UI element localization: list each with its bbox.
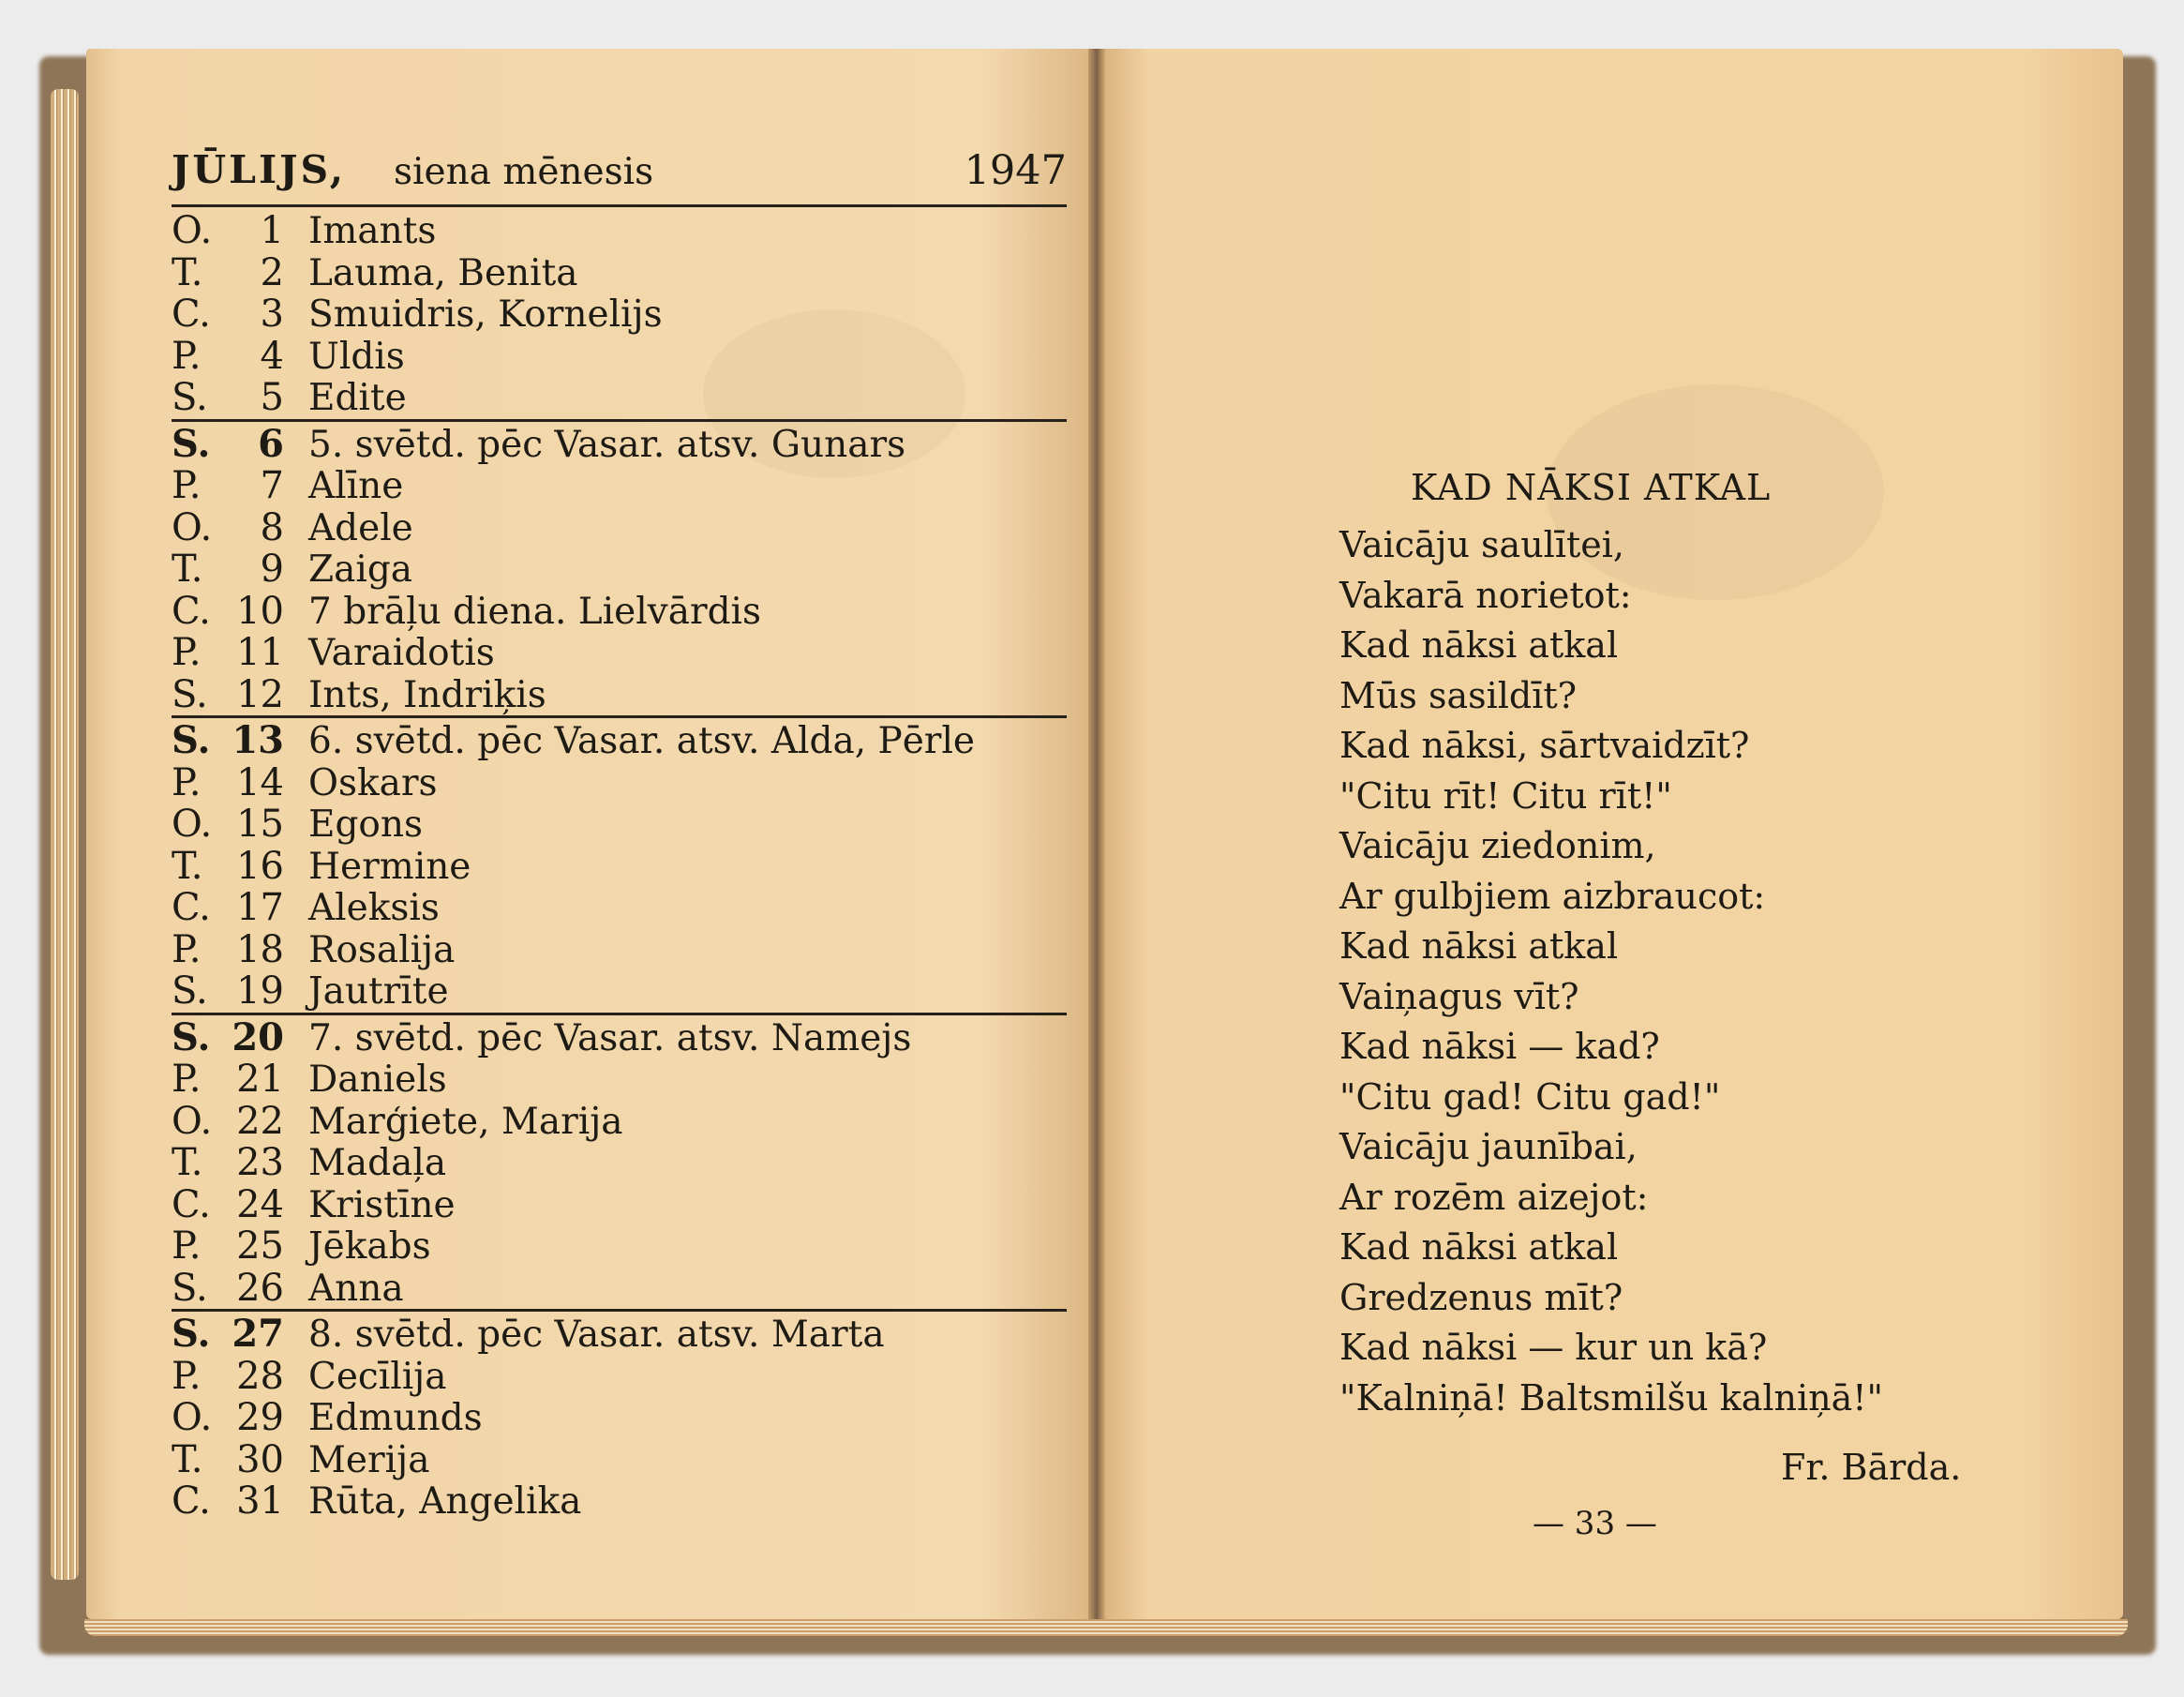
day-number: 18	[236, 927, 284, 971]
poem-line: Kad nāksi atkal	[1339, 925, 1619, 967]
poem-line: Kad nāksi — kad?	[1339, 1026, 1660, 1067]
calendar-day-row	[172, 1480, 1067, 1523]
name-day-entry: Kristīne	[308, 1183, 456, 1226]
weekday-abbreviation: O.	[172, 1099, 213, 1143]
calendar-day-row	[172, 803, 1067, 846]
day-number: 4	[260, 334, 284, 378]
poem-line: Kad nāksi, sārtvaidzīt?	[1339, 725, 1750, 766]
weekday-abbreviation: T.	[172, 844, 203, 888]
weekday-abbreviation: S.	[172, 1014, 211, 1059]
weekday-abbreviation: P.	[172, 334, 202, 378]
weekday-abbreviation: P.	[172, 464, 202, 507]
day-number: 28	[236, 1354, 284, 1398]
day-number: 27	[232, 1312, 284, 1356]
calendar-day-row	[172, 632, 1067, 674]
name-day-entry: Varaidotis	[308, 632, 495, 674]
calendar-day-row	[172, 465, 1067, 507]
calendar-day-row	[172, 252, 1067, 294]
weekday-abbreviation: P.	[172, 631, 202, 674]
day-number: 2	[260, 250, 284, 294]
weekday-abbreviation: T.	[172, 250, 203, 294]
calendar-week	[172, 715, 1067, 1013]
calendar-day-row	[172, 1225, 1067, 1268]
weekday-abbreviation: P.	[172, 1224, 202, 1268]
day-number: 13	[232, 718, 284, 762]
poem-line: Gredzenus mīt?	[1339, 1276, 1623, 1318]
weekday-abbreviation: C.	[172, 589, 211, 633]
calendar-heading	[172, 146, 1067, 207]
poem-line: "Citu rīt! Citu rīt!"	[1339, 774, 1672, 817]
name-day-entry: Jautrīte	[308, 970, 449, 1013]
day-number: 19	[236, 969, 284, 1013]
calendar-week	[172, 1309, 1067, 1523]
calendar-weeks	[172, 210, 1067, 1523]
calendar-day-row	[172, 1397, 1067, 1439]
name-day-entry: Zaiga	[308, 548, 413, 591]
weekday-abbreviation: S.	[172, 718, 211, 762]
poem-line: Ar rozēm aizejot:	[1339, 1176, 1649, 1218]
day-number: 25	[236, 1224, 284, 1268]
name-day-entry: Cecīlija	[308, 1355, 447, 1398]
calendar-day-row	[172, 970, 1067, 1013]
book-spine	[1088, 49, 1105, 1619]
weekday-abbreviation: S.	[172, 672, 208, 716]
weekday-abbreviation: T.	[172, 1141, 203, 1184]
name-day-entry: Jēkabs	[308, 1225, 431, 1268]
day-number: 17	[236, 886, 284, 929]
calendar-day-row	[172, 887, 1067, 929]
poem-line: Mūs sasildīt?	[1339, 674, 1578, 716]
name-day-entry: Madaļa	[308, 1142, 447, 1184]
calendar-year: 1947	[964, 147, 1067, 194]
weekday-abbreviation: C.	[172, 886, 211, 929]
day-number: 1	[260, 209, 284, 252]
weekday-abbreviation: O.	[172, 803, 213, 846]
poem-title: KAD NĀKSI ATKAL	[1411, 467, 1772, 508]
poem-line: Kad nāksi atkal	[1339, 624, 1619, 666]
poem-line: Vakarā norietot:	[1339, 574, 1632, 616]
name-day-entry: Uldis	[308, 335, 405, 378]
day-number: 10	[236, 589, 284, 633]
calendar-day-row	[172, 929, 1067, 971]
poem-line: Vaicāju ziedonim,	[1339, 825, 1656, 866]
name-day-entry: Aleksis	[308, 887, 440, 929]
calendar-week	[172, 210, 1067, 419]
day-number: 16	[236, 844, 284, 888]
day-number: 29	[236, 1396, 284, 1439]
day-number: 23	[236, 1141, 284, 1184]
poem-lines	[1339, 520, 1958, 1423]
day-number: 5	[260, 376, 284, 419]
name-day-entry: 7. svētd. pēc Vasar. atsv. Namejs	[308, 1016, 912, 1059]
calendar-day-row	[172, 1142, 1067, 1184]
name-day-entry: Marģiete, Marija	[308, 1100, 623, 1143]
name-day-entry: Alīne	[308, 465, 404, 507]
calendar-day-row	[172, 1184, 1067, 1226]
day-number: 21	[236, 1058, 284, 1101]
poem-line: Kad nāksi atkal	[1339, 1226, 1619, 1268]
calendar-day-row	[172, 507, 1067, 549]
name-day-entry: Rūta, Angelika	[308, 1480, 582, 1523]
calendar-day-row	[172, 1356, 1067, 1398]
calendar-day-row	[172, 720, 1067, 762]
weekday-abbreviation: S.	[172, 421, 211, 466]
weekday-abbreviation: P.	[172, 927, 202, 971]
poem-line: Ar gulbjiem aizbraucot:	[1339, 875, 1766, 917]
name-day-entry: Rosalija	[308, 928, 456, 971]
poem	[1339, 463, 1958, 1423]
poem-line: "Citu gad! Citu gad!"	[1339, 1075, 1721, 1118]
month-subtitle: siena mēnesis	[394, 151, 654, 193]
weekday-abbreviation: T.	[172, 1437, 203, 1481]
name-day-entry: 8. svētd. pēc Vasar. atsv. Marta	[308, 1314, 885, 1356]
poem-line: "Kalniņā! Baltsmilšu kalniņā!"	[1339, 1376, 1884, 1419]
day-number: 11	[236, 631, 284, 674]
weekday-abbreviation: T.	[172, 548, 203, 591]
weekday-abbreviation: S.	[172, 1266, 208, 1310]
name-day-entry: Edmunds	[308, 1397, 483, 1439]
poem-line: Vaicāju jaunībai,	[1339, 1126, 1638, 1167]
weekday-abbreviation: C.	[172, 1479, 211, 1523]
name-day-entry: Adele	[308, 506, 413, 549]
calendar-day-row	[172, 1059, 1067, 1101]
day-number: 15	[236, 803, 284, 846]
calendar-day-row	[172, 336, 1067, 378]
day-number: 22	[236, 1099, 284, 1143]
name-day-entry: Oskars	[308, 761, 438, 804]
calendar-day-row	[172, 1439, 1067, 1481]
day-number: 3	[260, 293, 284, 336]
calendar-day-row	[172, 846, 1067, 888]
weekday-abbreviation: O.	[172, 505, 213, 549]
calendar-day-row	[172, 1268, 1067, 1310]
day-number: 31	[236, 1479, 284, 1523]
calendar-week	[172, 1013, 1067, 1310]
day-number: 6	[258, 421, 284, 466]
name-day-entry: Anna	[308, 1267, 404, 1310]
name-day-entry: 7 brāļu diena. Lielvārdis	[308, 590, 762, 633]
calendar-day-row	[172, 548, 1067, 591]
day-number: 9	[260, 548, 284, 591]
day-number: 7	[260, 464, 284, 507]
weekday-abbreviation: S.	[172, 969, 208, 1013]
weekday-abbreviation: S.	[172, 376, 208, 419]
poem-line: Kad nāksi — kur un kā?	[1339, 1327, 1768, 1368]
name-day-entry: Lauma, Benita	[308, 251, 578, 294]
day-number: 14	[236, 760, 284, 804]
weekday-abbreviation: O.	[172, 1396, 213, 1439]
name-day-entry: Daniels	[308, 1059, 447, 1101]
calendar-day-row	[172, 1314, 1067, 1356]
name-day-entry: Hermine	[308, 845, 471, 888]
weekday-abbreviation: P.	[172, 760, 202, 804]
page-edges	[51, 89, 79, 1580]
calendar-day-row	[172, 674, 1067, 716]
calendar-day-row	[172, 1014, 1067, 1059]
name-day-entry: Smuidris, Kornelijs	[308, 293, 663, 336]
name-day-entry: Imants	[308, 210, 437, 252]
calendar-day-row	[172, 421, 1067, 466]
july-1947-calendar	[172, 146, 1067, 1523]
calendar-day-row	[172, 210, 1067, 252]
poem-line: Vaiņagus vīt?	[1339, 975, 1579, 1017]
weekday-abbreviation: O.	[172, 209, 213, 252]
day-number: 8	[260, 505, 284, 549]
day-number: 30	[236, 1437, 284, 1481]
name-day-entry: Ints, Indriķis	[308, 673, 546, 716]
name-day-entry: Edite	[308, 377, 407, 419]
weekday-abbreviation: P.	[172, 1058, 202, 1101]
poem-line: Vaicāju saulītei,	[1339, 524, 1624, 565]
day-number: 12	[236, 672, 284, 716]
calendar-day-row	[172, 591, 1067, 633]
day-number: 26	[236, 1266, 284, 1310]
page-number: — 33 —	[1533, 1505, 1657, 1542]
weekday-abbreviation: P.	[172, 1354, 202, 1398]
calendar-week	[172, 419, 1067, 716]
poem-author: Fr. Bārda.	[1781, 1447, 1962, 1488]
name-day-entry: 6. svētd. pēc Vasar. atsv. Alda, Pērle	[308, 720, 976, 762]
name-day-entry: Merija	[308, 1438, 430, 1481]
weekday-abbreviation: C.	[172, 1182, 211, 1226]
bottom-page-edges	[84, 1619, 2128, 1636]
weekday-abbreviation: S.	[172, 1312, 211, 1356]
day-number: 20	[232, 1014, 284, 1059]
name-day-entry: 5. svētd. pēc Vasar. atsv. Gunars	[308, 423, 906, 466]
month-title: JŪLIJS,	[172, 147, 346, 192]
weekday-abbreviation: C.	[172, 293, 211, 336]
calendar-day-row	[172, 293, 1067, 336]
calendar-day-row	[172, 762, 1067, 804]
calendar-day-row	[172, 1101, 1067, 1143]
calendar-day-row	[172, 377, 1067, 419]
day-number: 24	[236, 1182, 284, 1226]
name-day-entry: Egons	[308, 803, 424, 846]
